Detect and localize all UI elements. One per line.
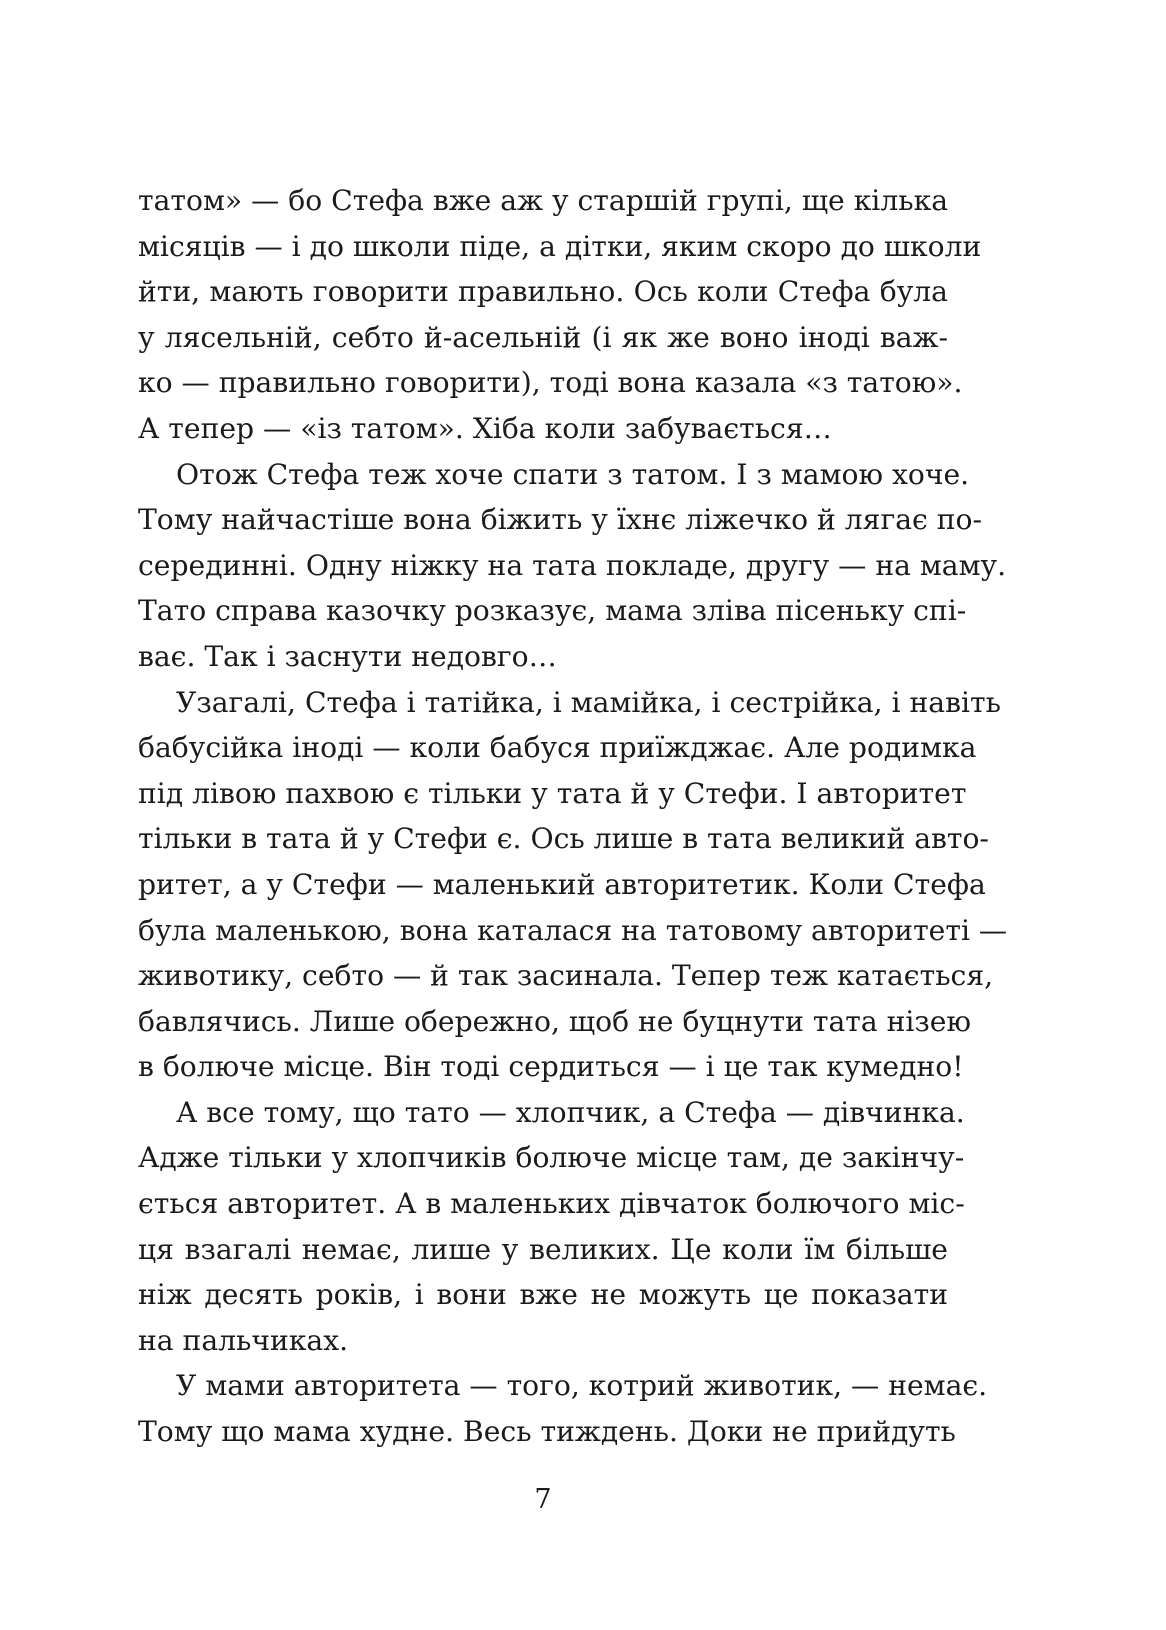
- text-line: У мами авторитета — того, котрий животик, — немає.: [176, 1369, 988, 1403]
- text-line: Узагалі, Стефа і татійка, і мамійка, і сестрійка, і навіть: [176, 685, 1001, 719]
- text-line: Тато справа казочку розказує, мама зліва пісеньку спі-: [138, 594, 967, 628]
- text-line: бабусійка іноді — коли бабуся приїжджає. Але родимка: [138, 731, 977, 765]
- text-line: ко — правильно говорити), тоді вона казала «з татою».: [138, 366, 963, 400]
- text-line: А все тому, що тато — хлопчик, а Стефа — дівчинка.: [176, 1095, 965, 1129]
- text-line: серединні. Одну ніжку на тата покладе, другу — на маму.: [138, 548, 1007, 582]
- text-line: ця взагалі немає, лише у великих. Це коли їм більше: [138, 1232, 948, 1266]
- text-line: Отож Стефа теж хоче спати з татом. І з мамою хоче.: [176, 457, 970, 491]
- text-line: А тепер — «із татом». Хіба коли забувається…: [138, 411, 832, 445]
- text-line: в болюче місце. Він тоді сердиться — і це так кумедно!: [138, 1050, 964, 1084]
- text-line: місяців — і до школи піде, а дітки, яким скоро до школи: [138, 229, 982, 263]
- text-line: у лясельній, себто й-асельній (і як же воно іноді важ-: [138, 320, 948, 354]
- text-line: на пальчиках.: [138, 1323, 349, 1357]
- text-line: тільки в тата й у Стефи є. Ось лише в тата великий авто-: [138, 822, 989, 856]
- paragraph-2: [138, 452, 1007, 680]
- paragraph-5: [138, 1363, 988, 1454]
- text-line: була маленькою, вона каталася на татовому авторитеті —: [138, 913, 1008, 947]
- text-line: Адже тільки у хлопчиків болюче місце там, де закінчу-: [138, 1141, 965, 1175]
- text-line: Тому що мама худне. Весь тиждень. Доки не прийдуть: [138, 1415, 956, 1449]
- text-line: ніж десять років, і вони вже не можуть це показати: [138, 1278, 948, 1312]
- text-line: ритет, а у Стефи — маленький авторитетик. Коли Стефа: [138, 867, 986, 901]
- text-line: животику, себто — й так засинала. Тепер теж катається,: [138, 959, 994, 993]
- text-line: татом» — бо Стефа вже аж у старшій групі, ще кілька: [138, 184, 948, 217]
- text-line: Тому найчастіше вона біжить у їхнє ліжечко й лягає по-: [138, 503, 983, 537]
- body-text: [138, 178, 1008, 1455]
- paragraph-4: [138, 1090, 965, 1364]
- text-line: ється авторитет. А в маленьких дівчаток болючого міс-: [138, 1187, 965, 1221]
- page-number: 7: [534, 1484, 552, 1515]
- paragraph-1: [138, 178, 982, 452]
- text-line: бавлячись. Лише обережно, щоб не буцнути тата нізею: [138, 1004, 972, 1038]
- text-line: під лівою пахвою є тільки у тата й у Стефи. І авторитет: [138, 776, 967, 810]
- paragraph-3: [138, 680, 1008, 1090]
- text-line: ває. Так і заснути недовго…: [138, 639, 557, 673]
- text-line: йти, мають говорити правильно. Ось коли Стефа була: [138, 275, 948, 309]
